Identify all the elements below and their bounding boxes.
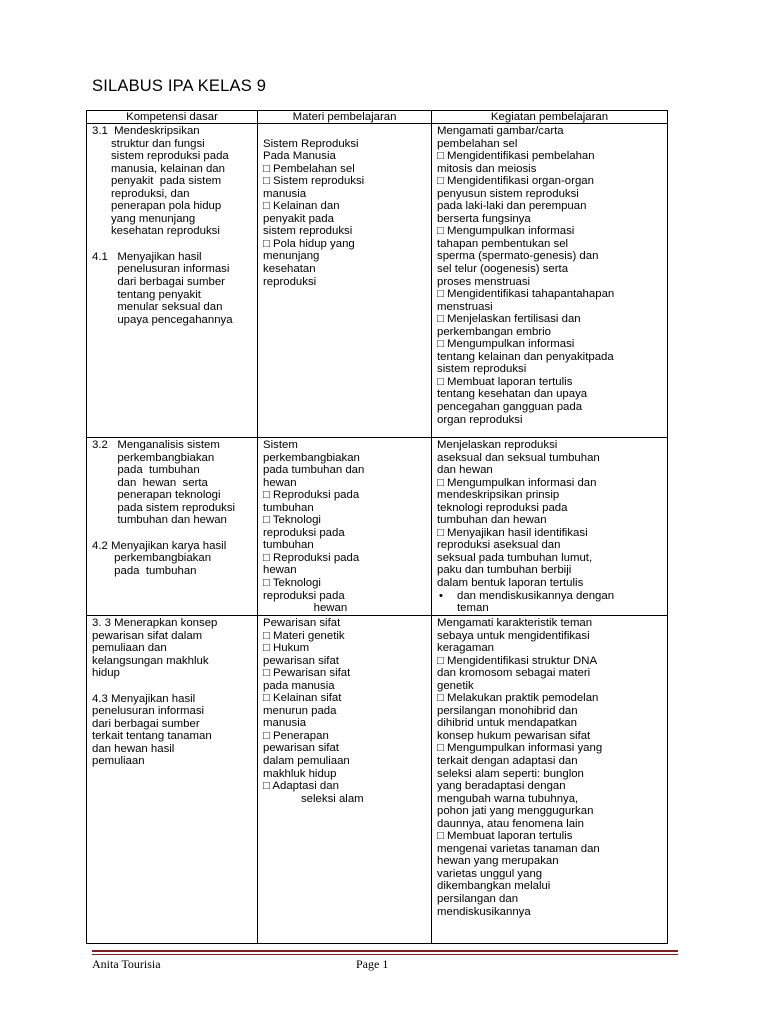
kompetensi-cell bbox=[87, 124, 258, 438]
footer-divider-thick bbox=[92, 950, 678, 952]
materi-text: Pewarisan sifat □ Materi genetik □ Hukum pewarisan sifat □ Pewarisan sifat pada manusia □ Kelainan sifat menurun pada manusia □ Penerapan pewarisan sifat dalam pemuliaan makhluk hidup □ Adaptasi dan seleksi alam bbox=[263, 617, 364, 805]
kompetensi-text: 4.3 Menyajikan hasil penelusuran informasi dari berbagai sumber terkait tentang tanaman dan hewan hasil pemuliaan bbox=[92, 692, 212, 768]
footer-author: Anita Tourisia bbox=[92, 957, 161, 971]
table-header-row bbox=[87, 111, 668, 124]
table-row bbox=[87, 438, 668, 616]
footer-divider bbox=[92, 950, 678, 956]
table-row bbox=[87, 124, 668, 438]
materi-text: Sistem perkembangbiakan pada tumbuhan dan hewan □ Reproduksi pada tumbuhan □ Teknologi reproduksi pada tumbuhan □ Reproduksi pada hewan □ Teknologi reproduksi pada hewan bbox=[263, 439, 365, 615]
materi-text: Sistem Reproduksi Pada Manusia □ Pembelahan sel □ Sistem reproduksi manusia □ Kelainan dan penyakit pada sistem reproduksi □ Pola hidup yang menunjang kesehatan reproduksi bbox=[263, 137, 365, 288]
kompetensi-text: 3.1 Mendeskripsikan struktur dan fungsi sistem reproduksi pada manusia, kelainan dan penyakit pada sistem reproduksi, dan penerapan pola hidup yang menunjang kesehatan reproduksi bbox=[92, 125, 229, 238]
syllabus-table bbox=[86, 110, 668, 944]
materi-cell bbox=[258, 124, 432, 438]
header-kegiatan: Kegiatan pembelajaran bbox=[432, 111, 668, 124]
header-kompetensi: Kompetensi dasar bbox=[87, 111, 258, 124]
page-title: SILABUS IPA KELAS 9 bbox=[92, 77, 267, 95]
bullet-item: • dan mendiskusikannya dengan teman bbox=[437, 590, 664, 615]
footer-divider-thin bbox=[92, 954, 678, 955]
kegiatan-cell bbox=[432, 438, 668, 616]
kegiatan-text: Mengamati gambar/carta pembelahan sel □ Mengidentifikasi pembelahan mitosis dan meiosis □ Mengidentifikasi organ-organ penyusun sistem reproduksi pada laki-laki dan perempuan berserta fungsinya □ Mengumpulkan informasi tahapan pembentukan sel sperma (spermato-genesis) dan sel telur (oogenesis) serta proses menstruasi □ Mengidentifikasi tahapantahapan menstruasi □ Menjelaskan fertilisasi dan perkembangan embrio □ Mengumpulkan informasi tentang kelainan dan penyakitpada sistem reproduksi □ Membuat laporan tertulis tentang kesehatan dan upaya pencegahan gangguan pada organ reproduksi bbox=[437, 125, 615, 426]
table-row bbox=[87, 616, 668, 944]
footer-page-number: Page 1 bbox=[356, 957, 389, 971]
kegiatan-text: Mengamati karakteristik teman sebaya untuk mengidentifikasi keragaman □ Mengidentifikasi struktur DNA dan kromosom sebagai materi genetik □ Melakukan praktik pemodelan persilangan monohibrid dan dihibrid untuk mendapatkan konsep hukum pewarisan sifat □ Mengumpulkan informasi yang terkait dengan adaptasi dan seleksi alam seperti: bunglon yang beradaptasi dengan mengubah warna tubuhnya, pohon jati yang menggugurkan daunnya, atau fenomena lain □ Membuat laporan tertulis mengenai varietas tanaman dan hewan yang merupakan varietas unggul yang dikembangkan melalui persilangan dan mendiskusikannya bbox=[437, 617, 603, 918]
kompetensi-cell bbox=[87, 438, 258, 616]
kegiatan-bullet-list bbox=[437, 590, 664, 615]
kegiatan-cell bbox=[432, 124, 668, 438]
kegiatan-text: Menjelaskan reproduksi aseksual dan seksual tumbuhan dan hewan □ Mengumpulkan informasi dan mendeskripsikan prinsip teknologi reproduksi pada tumbuhan dan hewan □ Menyajikan hasil identifikasi reproduksi aseksual dan seksual pada tumbuhan lumut, paku dan tumbuhan berbiji dalam bentuk laporan tertulis bbox=[437, 439, 600, 590]
kompetensi-cell bbox=[87, 616, 258, 944]
kompetensi-text: 3. 3 Menerapkan konsep pewarisan sifat dalam pemuliaan dan kelangsungan makhluk hidup bbox=[92, 617, 218, 680]
kompetensi-text: 4.1 Menyajikan hasil penelusuran informasi dari berbagai sumber tentang penyakit menular seksual dan upaya pencegahannya bbox=[92, 250, 233, 326]
header-materi: Materi pembelajaran bbox=[258, 111, 432, 124]
kegiatan-cell bbox=[432, 616, 668, 944]
materi-cell bbox=[258, 616, 432, 944]
kompetensi-text: 3.2 Menganalisis sistem perkembangbiakan pada tumbuhan dan hewan serta penerapan teknologi pada sistem reproduksi tumbuhan dan hewan bbox=[92, 439, 236, 527]
materi-cell bbox=[258, 438, 432, 616]
kompetensi-text: 4.2 Menyajikan karya hasil perkembangbiakan pada tumbuhan bbox=[92, 539, 227, 577]
